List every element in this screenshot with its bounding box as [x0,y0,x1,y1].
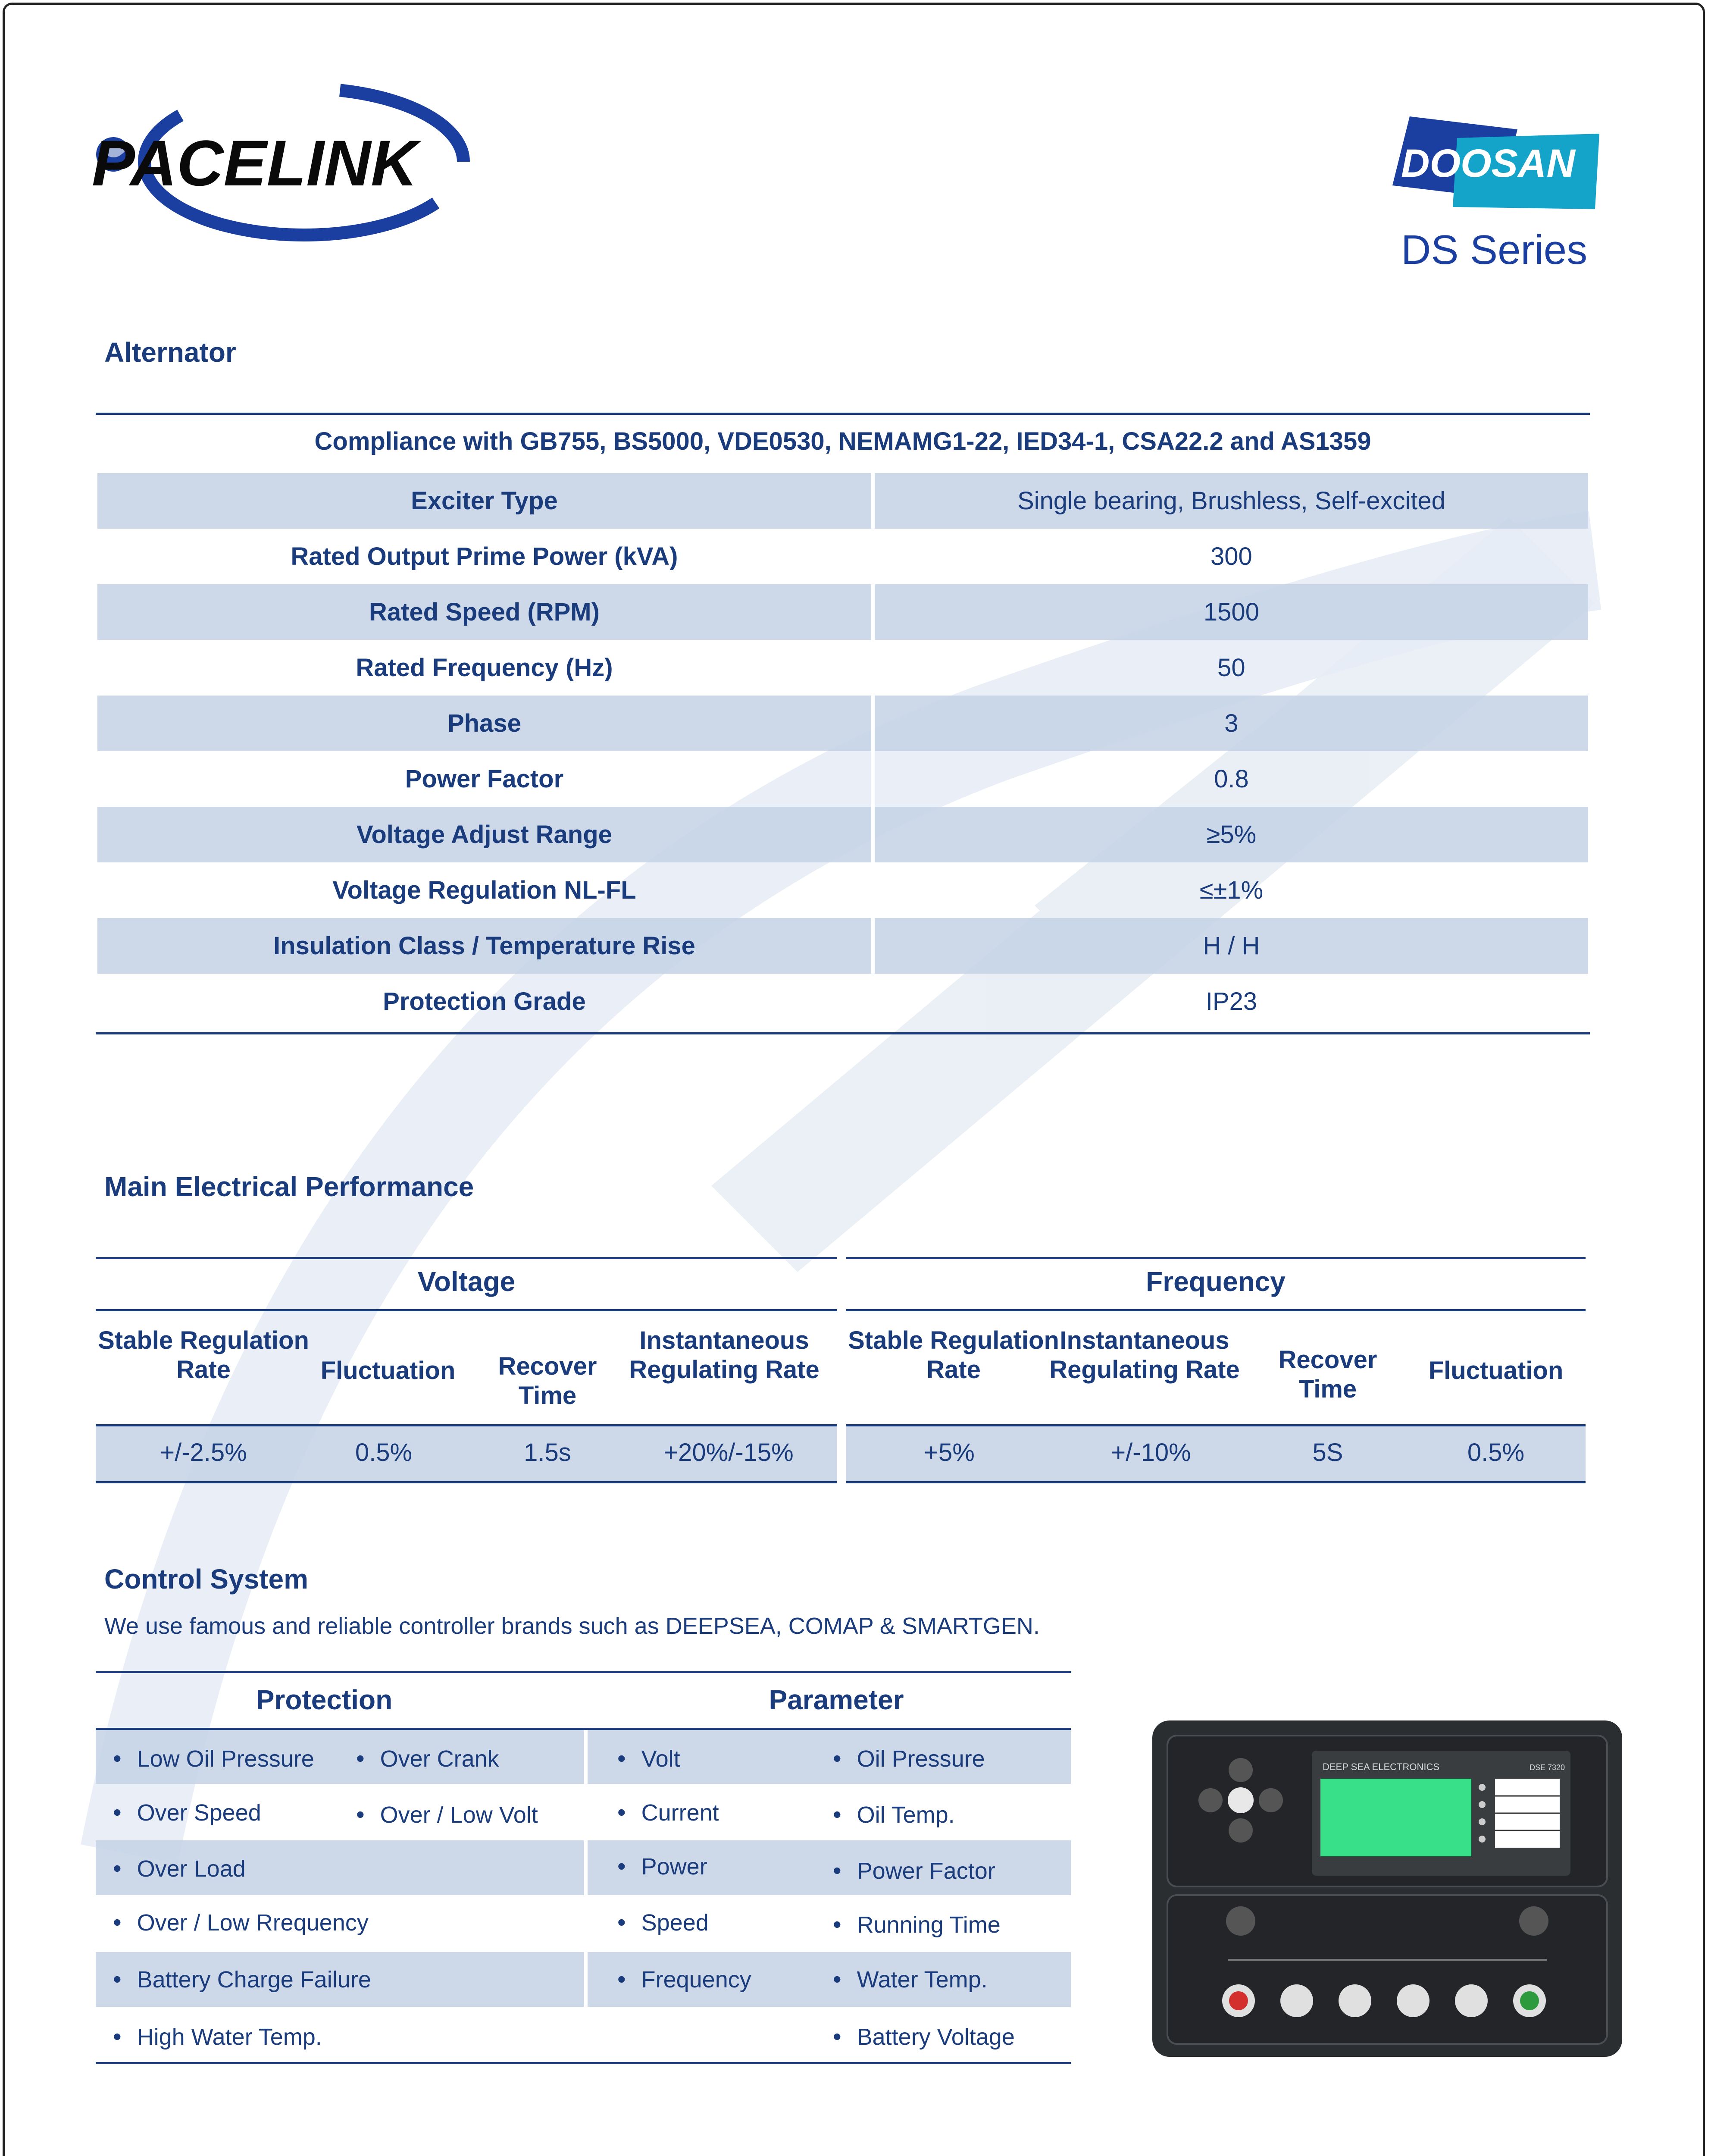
control-column-divider [584,1730,588,2007]
voltage-value-fluctuation: 0.5% [355,1438,413,1467]
frequency-col-recover: Recover Time [1278,1346,1377,1403]
table-row: Voltage Adjust Range ≥5% [97,807,1588,862]
controller-image [1150,1718,1624,2059]
control-bottom-rule [96,2062,1071,2064]
alternator-title: Alternator [104,337,236,368]
list-item: • Speed [617,1908,709,1936]
list-item: • Oil Pressure [833,1744,985,1772]
control-title: Control System [104,1564,308,1595]
list-item: • Running Time [833,1910,1001,1938]
control-intro: We use famous and reliable controller brands such as DEEPSEA, COMAP & SMARTGEN. [104,1613,1040,1639]
electrical-title: Main Electrical Performance [104,1171,474,1202]
controller-brand-label: DEEP SEA ELECTRONICS [1323,1761,1440,1772]
list-item: • Over Load [113,1854,246,1882]
list-item: • Water Temp. [833,1965,988,1993]
table-row: Rated Frequency (Hz) 50 [97,640,1588,696]
frequency-value-instantaneous: +/-10% [1111,1438,1191,1467]
frequency-value-stable: +5% [924,1438,975,1467]
voltage-col-recover: Recover Time [498,1352,597,1410]
voltage-col-fluctuation: Fluctuation [320,1357,456,1385]
list-item: • Current [617,1798,719,1826]
control-top-rule [96,1671,1071,1673]
voltage-col-instantaneous: Instantaneous Regulating Rate [629,1326,820,1384]
controller-model-label: DSE 7320 [1530,1763,1565,1772]
frequency-col-fluctuation: Fluctuation [1428,1357,1564,1385]
voltage-header: Voltage [417,1266,516,1297]
voltage-col-stable: Stable Regulation Rate [98,1326,309,1384]
parameter-header: Parameter [769,1684,904,1715]
table-row: Voltage Regulation NL-FL ≤±1% [97,862,1588,918]
alternator-top-rule [96,413,1590,415]
voltage-bottom-rule [96,1481,837,1483]
list-item: • Power Factor [833,1856,995,1884]
list-item: • Battery Voltage [833,2022,1015,2050]
alternator-bottom-rule [96,1032,1590,1034]
table-row: Rated Speed (RPM) 1500 [97,584,1588,640]
list-item: • Volt [617,1744,680,1772]
table-row: Phase 3 [97,696,1588,751]
voltage-mid-rule [96,1309,837,1311]
table-row: Rated Output Prime Power (kVA) 300 [97,529,1588,584]
table-row: Insulation Class / Temperature Rise H / H [97,918,1588,974]
series-label: DS Series [1401,227,1588,273]
controller-lcd [1320,1779,1471,1856]
voltage-top-rule [96,1257,837,1259]
frequency-bottom-rule [846,1481,1586,1483]
table-row: Protection Grade IP23 [97,974,1588,1029]
compliance-text: Compliance with GB755, BS5000, VDE0530, NEMAMG1-22, IED34-1, CSA22.2 and AS1359 [314,427,1371,455]
table-row: Power Factor 0.8 [97,751,1588,807]
frequency-header: Frequency [1146,1266,1286,1297]
voltage-value-recover: 1.5s [524,1438,571,1467]
frequency-col-instantaneous: Instantaneous Regulating Rate [1049,1326,1240,1384]
svg-text:DOOSAN: DOOSAN [1401,141,1575,185]
pacelink-logo [80,82,507,241]
list-item: • Oil Temp. [833,1800,955,1828]
list-item: • Over / Low Rrequency [113,1908,369,1936]
list-item: • High Water Temp. [113,2022,322,2050]
frequency-value-recover: 5S [1312,1438,1343,1467]
voltage-value-stable: +/-2.5% [160,1438,247,1467]
list-item: • Over Crank [356,1744,499,1772]
list-item: • Low Oil Pressure [113,1744,314,1772]
frequency-value-fluctuation: 0.5% [1467,1438,1525,1467]
doosan-logo [1392,116,1599,216]
list-item: • Over Speed [113,1798,261,1826]
table-row: Exciter Type Single bearing, Brushless, Self-excited [97,473,1588,529]
list-item: • Power [617,1852,707,1880]
frequency-col-stable: Stable Regulation Rate [848,1326,1059,1384]
list-item: • Frequency [617,1965,751,1993]
voltage-value-instantaneous: +20%/-15% [663,1438,794,1467]
alternator-table [97,473,1588,1029]
pacelink-wordmark: PACELINK [92,127,418,199]
protection-header: Protection [256,1684,393,1715]
list-item: • Battery Charge Failure [113,1965,371,1993]
frequency-top-rule [846,1257,1586,1259]
list-item: • Over / Low Volt [356,1800,538,1828]
frequency-mid-rule [846,1309,1586,1311]
